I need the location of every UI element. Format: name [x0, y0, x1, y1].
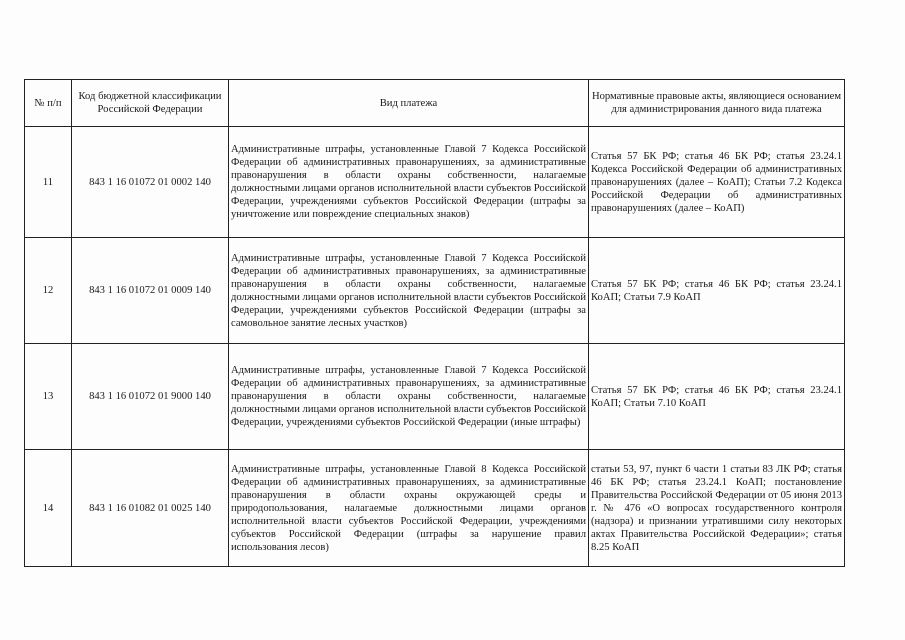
row-number: 12: [25, 238, 72, 344]
table-row: [25, 127, 845, 238]
table-row: [25, 238, 845, 344]
row-payment-type: Административные штрафы, установленные Главой 7 Кодекса Российской Федерации об административных правонарушениях, за административные правонарушения в области охраны собственности, налагаемые должностными лицами органов исполнительной власти субъектов Российской Федерации, учреждениями субъектов Российской Федерации (штрафы за самовольное занятие лесных участков): [229, 238, 589, 344]
row-number: 14: [25, 450, 72, 567]
row-code: 843 1 16 01072 01 0002 140: [72, 127, 229, 238]
row-legal-acts: Статья 57 БК РФ; статья 46 БК РФ; статья 23.24.1 Кодекса Российской Федерации об административных правонарушениях (далее – КоАП); Статьи 7.2 Кодекса Российской Федерации об административных правонарушениях (далее – КоАП): [589, 127, 845, 238]
row-payment-type: Административные штрафы, установленные Главой 8 Кодекса Российской Федерации об административных правонарушениях, за административные правонарушения в области охраны окружающей среды и природопользования, налагаемые должностными лицами органов исполнительной власти субъектов Российской Федерации, учреждениями субъектов Российской Федерации (штрафы за нарушение правил использования лесов): [229, 450, 589, 567]
row-legal-acts: статьи 53, 97, пункт 6 части 1 статьи 83 ЛК РФ; статья 46 БК РФ; статья 23.24.1 КоАП; постановление Правительства Российской Федерации от 05 июня 2013 г. № 476 «О вопросах государственного контроля (надзора) и признании утратившими силу некоторых актах Правительства Российской Федерации»; статья 8.25 КоАП: [589, 450, 845, 567]
table-row: [25, 344, 845, 450]
header-payment-type: Вид платежа: [229, 80, 589, 127]
row-number: 13: [25, 344, 72, 450]
table-row: [25, 450, 845, 567]
row-payment-type: Административные штрафы, установленные Главой 7 Кодекса Российской Федерации об административных правонарушениях, за административные правонарушения в области охраны собственности, налагаемые должностными лицами органов исполнительной власти субъектов Российской Федерации, учреждениями субъектов Российской Федерации (штрафы за уничтожение или повреждение специальных знаков): [229, 127, 589, 238]
header-number: № п/п: [25, 80, 72, 127]
row-payment-type: Административные штрафы, установленные Главой 7 Кодекса Российской Федерации об административных правонарушениях, за административные правонарушения в области охраны собственности, налагаемые должностными лицами органов исполнительной власти субъектов Российской Федерации, учреждениями субъектов Российской Федерации (иные штрафы): [229, 344, 589, 450]
row-code: 843 1 16 01072 01 9000 140: [72, 344, 229, 450]
table-header-row: [25, 80, 845, 127]
row-code: 843 1 16 01082 01 0025 140: [72, 450, 229, 567]
payments-table: [24, 79, 845, 567]
row-legal-acts: Статья 57 БК РФ; статья 46 БК РФ; статья 23.24.1 КоАП; Статьи 7.9 КоАП: [589, 238, 845, 344]
row-legal-acts: Статья 57 БК РФ; статья 46 БК РФ; статья 23.24.1 КоАП; Статьи 7.10 КоАП: [589, 344, 845, 450]
row-number: 11: [25, 127, 72, 238]
header-legal-acts: Нормативные правовые акты, являющиеся основанием для администрирования данного вида платежа: [589, 80, 845, 127]
header-code: Код бюджетной классификации Российской Федерации: [72, 80, 229, 127]
row-code: 843 1 16 01072 01 0009 140: [72, 238, 229, 344]
